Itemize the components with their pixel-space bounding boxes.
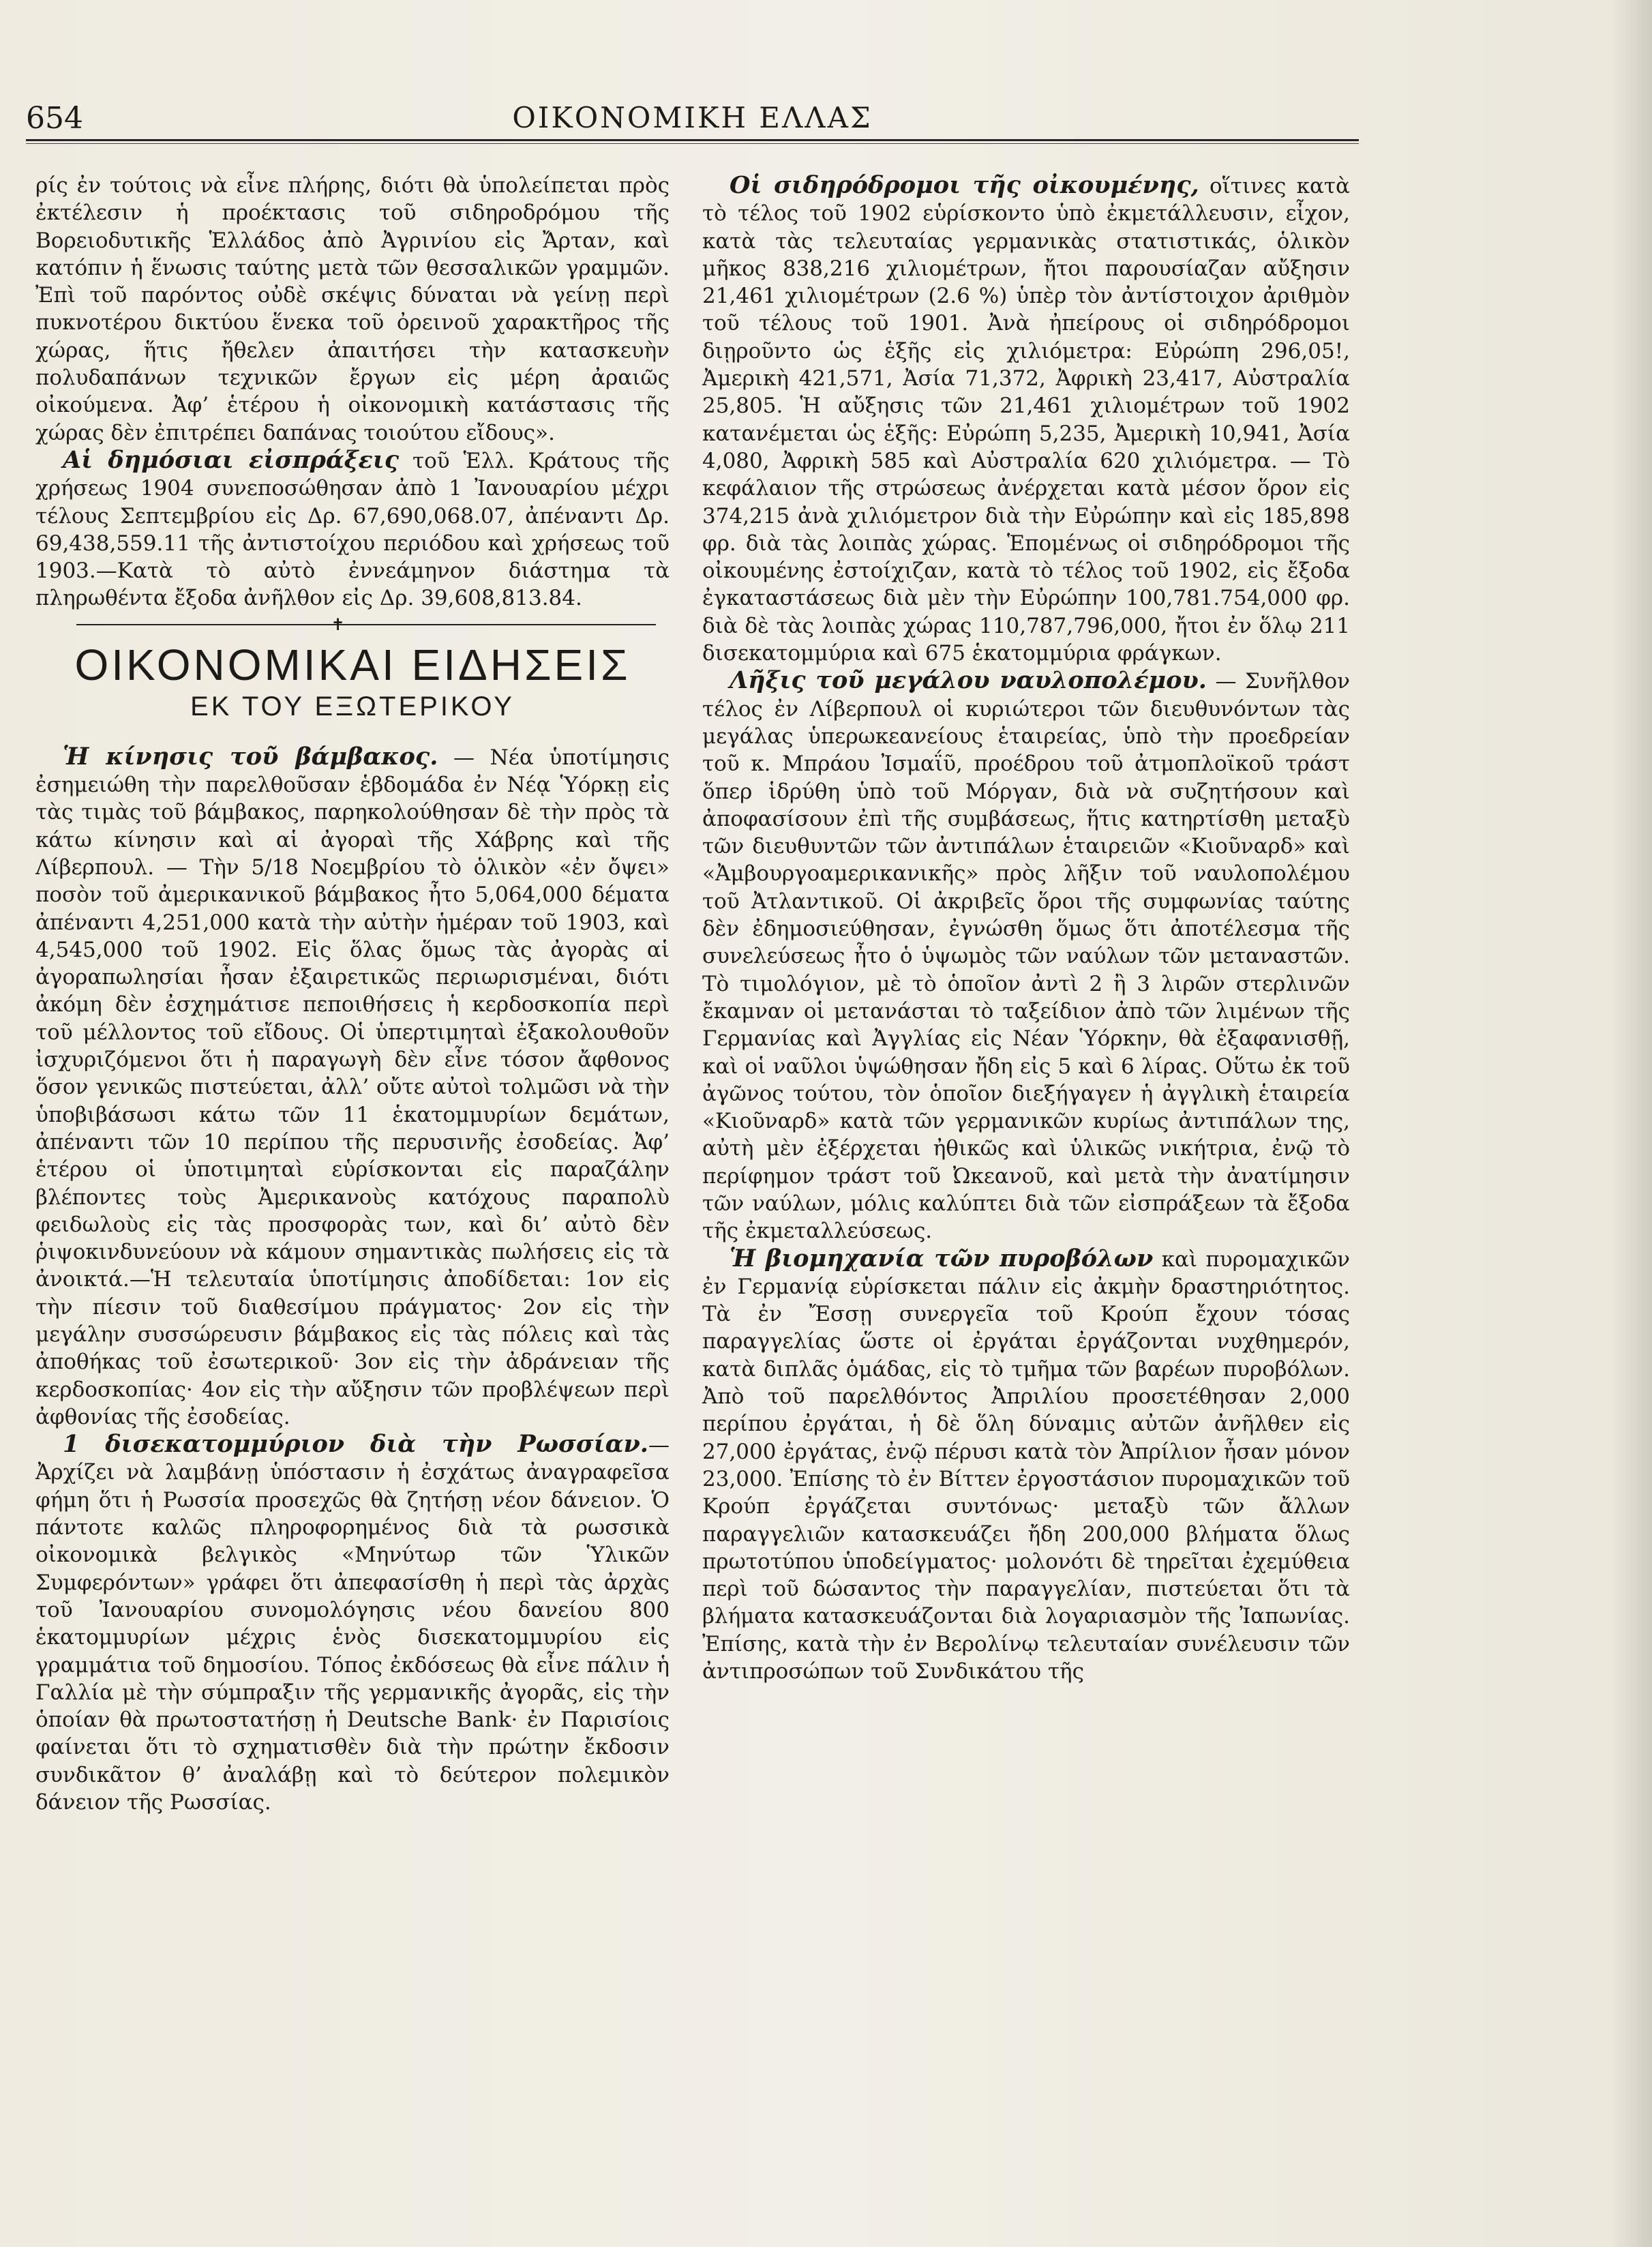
paragraph-body: — Συνῆλθον τέλος ἐν Λίβερπουλ οἱ κυριώτεροι τῶν διευθυνόντων τὰς μεγάλας ὑπερωκεανείους ἑταιρείας, ὑπὸ τὴν προεδρείαν τοῦ κ. Μπράου Ἰσμαΐῦ, προέδρου τοῦ ἀτμοπλοϊκοῦ τράστ ὅπερ ἱδρύθη ὑπὸ τοῦ Μόργαν, διὰ νὰ συζητήσουν καὶ ἀποφασίσουν ἐπὶ τῆς συμβάσεως, ἥτις κατηρτίσθη μεταξὺ τῶν διευθυντῶν τῶν ἀντιπάλων ἑταιρειῶν «Κιοῦναρδ» καὶ «Ἀμβουργοαμερικανικῆς» πρὸς λῆξιν τοῦ ναυλοπολέμου τοῦ Ἀτλαντικοῦ. Οἱ ἀκριβεῖς ὅροι τῆς συμφωνίας ταύτης δὲν ἐδημοσιεύθησαν, ἐγνώσθη ὅμως ὅτι ἀποτέλεσμα τῆς συνελεύσεως ἦτο ὁ ὑψωμὸς τῶν ναύλων τῶν μεταναστῶν. Τὸ τιμολόγιον, μὲ τὸ ὁποῖον ἀντὶ 2 ἢ 3 λιρῶν στερλινῶν ἔκαμναν οἱ μετανάσται τὸ ταξείδιον ἀπὸ τῶν λιμένων τῆς Γερμανίας καὶ Ἀγγλίας εἰς Νέαν Ὑόρκην, θὰ ἐξαφανισθῇ, καὶ οἱ ναῦλοι ὑψώθησαν ἤδη εἰς 5 καὶ 6 λίρας. Οὕτω ἐκ τοῦ ἀγῶνος τούτου, τὸν ὁποῖον διεξήγαγεν ἡ ἀγγλικὴ ἑταιρεία «Κιοῦναρδ» κατὰ τῶν γερμανικῶν κυρίως ἀντιπάλων της, αὐτὴ μὲν ἐξέρχεται ἠθικῶς καὶ ὑλικῶς νικήτρια, ἐνῷ τὸ περίφημον τράστ τοῦ Ὠκεανοῦ, καὶ μετὰ τὴν ἀνατίμησιν τῶν ναύλων, μόλις καλύπτει διὰ τῶν εἰσπράξεων τὰ ἔξοδα τῆς ἐκμεταλλεύσεως. (702, 669, 1350, 1244)
right-column (702, 172, 1350, 1685)
paragraph-lead: Ἡ βιομηχανία τῶν πυροβόλων (730, 1244, 1154, 1273)
page-binding-shadow (1611, 0, 1652, 2247)
paragraph-body: — Νέα ὑποτίμησις ἐσημειώθη τὴν παρελθοῦσαν ἑβδομάδα ἐν Νέᾳ Ὑόρκῃ εἰς τὰς τιμὰς τοῦ βάμβακος, παρηκολούθησαν δὲ τὴν πρὸς τὰ κάτω κίνησιν καὶ αἱ ἀγοραὶ τῆς Χάβρης καὶ τῆς Λίβερπουλ. — Τὴν 5/18 Νοεμβρίου τὸ ὁλικὸν «ἐν ὄψει» ποσὸν τοῦ ἀμερικανικοῦ βάμβακος ἦτο 5,064,000 δέματα ἀπέναντι 4,251,000 κατὰ τὴν αὐτὴν ἡμέραν τοῦ 1903, καὶ 4,545,000 τοῦ 1902. Εἰς ὅλας ὅμως τὰς ἀγορὰς αἱ ἀγοραπωλησίαι ἦσαν ἐξαιρετικῶς περιωρισμέναι, διότι ἀκόμη δὲν ἐσχημάτισε πεποιθήσεις ἡ κερδοσκοπία περὶ τοῦ μέλλοντος τοῦ εἴδους. Οἱ ὑπερτιμηταὶ ἐξακολουθοῦν ἰσχυριζόμενοι ὅτι ἡ παραγωγὴ δὲν εἶνε τόσον ἄφθονος ὅσον γενικῶς πιστεύεται, ἀλλ’ οὔτε αὐτοὶ τολμῶσι νὰ τὴν ὑποβιβάσωσι κάτω τῶν 11 ἑκατομμυρίων δεμάτων, ἀπέναντι τῶν 10 περίπου τῆς περυσινῆς ἐσοδείας. Ἀφ’ ἑτέρου οἱ ὑποτιμηταὶ εὑρίσκονται εἰς παραζάλην βλέποντες τοὺς Ἀμερικανοὺς κατόχους παραπολὺ φειδωλοὺς εἰς τὰς προσφορὰς των, καὶ δι’ αὐτὸ δὲν ῥιψοκινδυνεύουν νὰ κάμουν σημαντικὰς πωλήσεις εἰς τὰ ἀνοικτά.—Ἡ τελευταία ὑποτίμησις ἀποδίδεται: 1ον εἰς τὴν πίεσιν τοῦ διαθεσίμου πράγματος· 2ον εἰς τὴν μεγάλην συσσώρευσιν βάμβακος εἰς τὰς πόλεις καὶ τὰς ἀποθήκας τοῦ ἐσωτερικοῦ· 3ον εἰς τὴν ἀδράνειαν τῆς κερδοσκοπίας· 4ον εἰς τὴν αὔξησιν τῶν προβλέψεων περὶ ἀφθονίας τῆς ἐσοδείας. (35, 745, 670, 1429)
page-number: 654 (26, 101, 83, 136)
paragraph-lead: Αἱ δημόσιαι εἰσπράξεις (63, 445, 400, 474)
paragraph-lead: 1 δισεκατομμύριον διὰ τὴν Ρωσσίαν. (63, 1430, 648, 1459)
paragraph-lead: Λῆξις τοῦ μεγάλου ναυλοπολέμου. (730, 666, 1207, 695)
paragraph-body: καὶ πυρομαχικῶν ἐν Γερμανίᾳ εὑρίσκεται πάλιν εἰς ἀκμὴν δραστηριότητος. Τὰ ἐν Ἔσσῃ συνεργεῖα τοῦ Κρούπ ἔχουν τόσας παραγγελίας ὥστε οἱ ἐργάται ἐργάζονται νυχθημερόν, κατὰ διπλᾶς ὁμάδας, εἰς τὸ τμῆμα τῶν βαρέων πυροβόλων. Ἀπὸ τοῦ παρελθόντος Ἀπριλίου προσετέθησαν 2,000 περίπου ἐργάται, ἡ δὲ ὅλη δύναμις αὐτῶν ἀνῆλθεν εἰς 27,000 ἐργάτας, ἐνῷ πέρυσι κατὰ τὸν Ἀπρίλιον ἦσαν μόνον 23,000. Ἐπίσης τὸ ἐν Βίττεν ἐργοστάσιον πυρομαχικῶν τοῦ Κρούπ ἐργάζεται συντόνως· μεταξὺ τῶν ἄλλων παραγγελιῶν κατασκευάζει ἤδη 200,000 βλήματα ὅλως πρωτοτύπου ὑποδείγματος· μολονότι δὲ τηρεῖται ἐχεμύθεια περὶ τοῦ δώσαντος τὴν παραγγελίαν, πιστεύεται ὅτι τὰ βλήματα κατασκευάζονται διὰ λογαριασμὸν τῆς Ἰαπωνίας. Ἐπίσης, κατὰ τὴν ἐν Βερολίνῳ τελευταίαν συνέλευσιν τῶν ἀντιπροσώπων τοῦ Συνδικάτου τῆς (702, 1247, 1350, 1684)
section-title: ΟΙΚΟΝΟΜΙΚΑΙ ΕΙΔΗΣΕΙΣ (74, 640, 631, 689)
paragraph-artillery-industry (702, 1245, 1350, 1686)
paragraph-russia-loan (35, 1431, 670, 1816)
left-column (35, 172, 670, 1816)
paragraph-public-revenues (35, 447, 670, 612)
section-divider (76, 616, 656, 633)
paragraph-cotton (35, 743, 670, 1431)
paragraph-railway-continuation: ρίς ἐν τούτοις νὰ εἶνε πλήρης, διότι θὰ ὑπολείπεται πρὸς ἐκτέλεσιν ἡ προέκτασις τοῦ σιδηροδρόμου τῆς Βορειοδυτικῆς Ἑλλάδος ἀπὸ Ἀγρινίου εἰς Ἄρταν, καὶ κατόπιν ἡ ἕνωσις ταύτης μετὰ τῶν θεσσαλικῶν γραμμῶν. Ἐπὶ τοῦ παρόντος οὐδὲ σκέψις δύναται νὰ γείνῃ περὶ πυκνοτέρου δικτύου ἕνεκα τοῦ ὀρεινοῦ χαρακτῆρος τῆς χώρας, ἥτις ἤθελεν ἀπαιτήσει τὴν κατασκευὴν πολυδαπάνων τεχνικῶν ἔργων εἰς μέρη ἀραιῶς οἰκούμενα. Ἀφ’ ἑτέρου ἡ οἰκονομικὴ κατάστασις τῆς χώρας δὲν ἐπιτρέπει δαπάνας τοιούτου εἴδους». (35, 173, 670, 445)
paragraph-body: τοῦ Ἑλλ. Κράτους τῆς χρήσεως 1904 συνεποσώθησαν ἀπὸ 1 Ἰανουαρίου μέχρι τέλους Σεπτεμβρίου εἰς Δρ. 67,690,068.07, ἀπέναντι Δρ. 69,438,559.11 τῆς ἀντιστοίχου περιόδου καὶ χρήσεως τοῦ 1903.—Κατὰ τὸ αὐτὸ ἐννεάμηνον διάστημα τὰ πληρωθέντα ἔξοδα ἀνῆλθον εἰς Δρ. 39,608,813.84. (35, 448, 670, 611)
paragraph-world-railways (702, 172, 1350, 667)
paragraph-lead: Οἱ σιδηρόδρομοι τῆς οἰκουμένης, (730, 171, 1199, 199)
divider-cross-icon: ✝ (331, 614, 345, 634)
paragraph-body: — Ἀρχίζει νὰ λαμβάνῃ ὑπόστασιν ἡ ἐσχάτως ἀναγραφεῖσα φήμη ὅτι ἡ Ρωσσία προσεχῶς θὰ ζητήσῃ νέον δάνειον. Ὁ πάντοτε καλῶς πληροφορημένος διὰ τὰ ρωσσικὰ οἰκονομικὰ βελγικὸς «Μηνύτωρ τῶν Ὑλικῶν Συμφερόντων» γράφει ὅτι ἀπεφασίσθη ἡ περὶ τὰς ἀρχὰς τοῦ Ἰανουαρίου συνομολόγησις νέου δανείου 800 ἑκατομμυρίων μέχρις ἑνὸς δισεκατομμυρίου εἰς γραμμάτια τοῦ δημοσίου. Τόπος ἐκδόσεως θὰ εἶνε πάλιν ἡ Γαλλία μὲ τὴν σύμπραξιν τῆς γερμανικῆς ἀγορᾶς, εἰς τὴν ὁποίαν θὰ πρωτοστατήσῃ ἡ Deutsche Bank· ἐν Παρισίοις φαίνεται ὅτι τὸ σχηματισθὲν διὰ τὴν πρώτην ἔκδοσιν συνδικᾶτον θ’ ἀναλάβῃ καὶ τὸ δεύτερον πολεμικὸν δάνειον τῆς Ρωσσίας. (35, 1433, 670, 1815)
paragraph-freight-war (702, 667, 1350, 1245)
header-rule-thin (26, 143, 1359, 144)
paragraph-lead: Ἡ κίνησις τοῦ βάμβακος. (63, 742, 438, 771)
page-header (26, 101, 1359, 139)
divider-line (76, 624, 656, 625)
paragraph-body: οἵτινες κατὰ τὸ τέλος τοῦ 1902 εὑρίσκοντο ὑπὸ ἐκμετάλλευσιν, εἶχον, κατὰ τὰς τελευταίας γερμανικὰς στατιστικάς, ὁλικὸν μῆκος 838,216 χιλιομέτρων, ἤτοι παρουσίαζαν αὔξησιν 21,461 χιλιομέτρων (2.6 %) ὑπὲρ τὸν ἀντίστοιχον ἀριθμὸν τοῦ τέλους τοῦ 1901. Ἀνὰ ἠπείρους οἱ σιδηρόδρομοι διῃροῦντο ὡς ἑξῆς εἰς χιλιόμετρα: Εὐρώπη 296,05!, Ἀμερικὴ 421,571, Ἀσία 71,372, Ἀφρικὴ 23,417, Αὐστραλία 25,805. Ἡ αὔξησις τῶν 21,461 χιλιομέτρων τοῦ 1902 κατανέμεται ὡς ἑξῆς: Εὐρώπη 5,235, Ἀμερικὴ 10,941, Ἀσία 4,080, Ἀφρικὴ 585 καὶ Αὐστραλία 620 χιλιόμετρα. — Τὸ κεφάλαιον τῆς στρώσεως ἀνέρχεται κατὰ μέσον ὅρον εἰς 374,215 ἀνὰ χιλιόμετρον διὰ τὴν Εὐρώπην καὶ εἰς 185,898 φρ. διὰ τὰς λοιπὰς χώρας. Ἑπομένως οἱ σιδηρόδρομοι τῆς οἰκουμένης ἐστοίχιζαν, κατὰ τὸ τέλος τοῦ 1902, εἰς ἔξοδα ἐγκαταστάσεως διὰ μὲν τὴν Εὐρώπην 100,781.754,000 φρ. διὰ δὲ τὰς λοιπὰς χώρας 110,787,796,000, ἤτοι ἐν ὅλῳ 211 δισεκατομμύρια καὶ 675 ἑκατομμύρια φράγκων. (702, 174, 1350, 666)
section-subtitle: ΕΚ ΤΟΥ ΕΞΩΤΕΡΙΚΟΥ (190, 691, 515, 721)
running-title: ΟΙΚΟΝΟΜΙΚΗ ΕΛΛΑΣ (512, 101, 873, 134)
header-rule (26, 139, 1359, 141)
